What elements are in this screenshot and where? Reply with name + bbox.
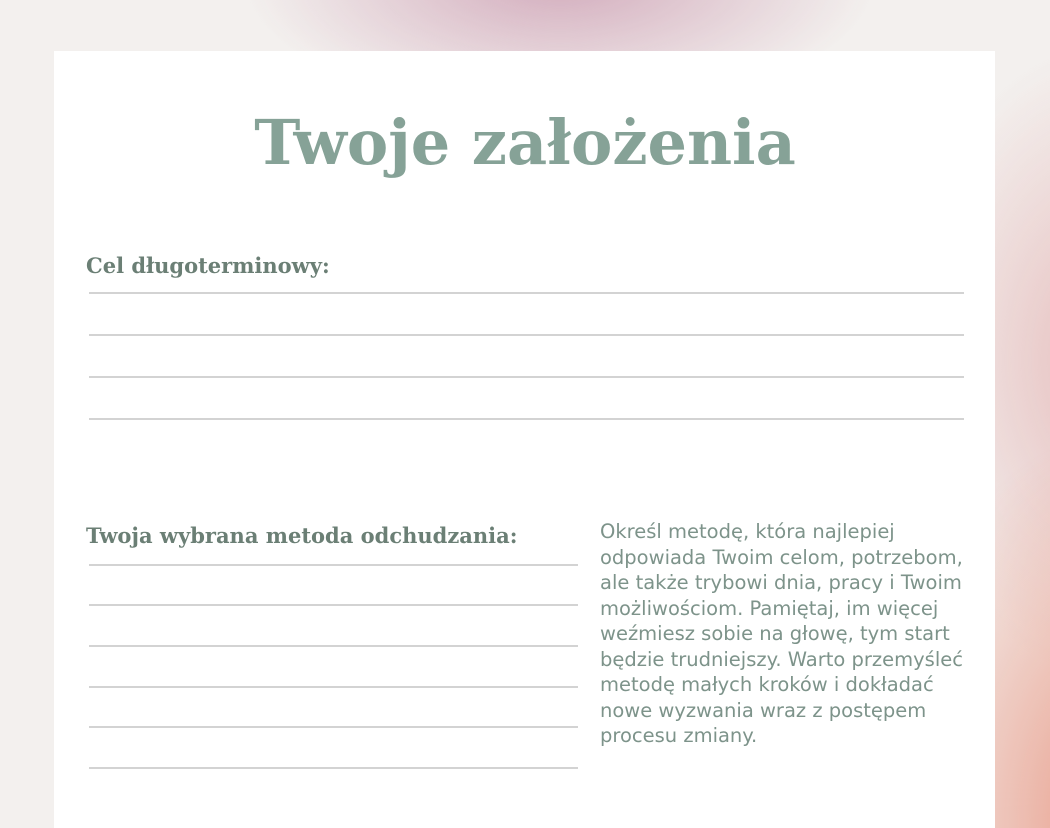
method-write-line — [89, 645, 578, 647]
goal-write-line — [89, 418, 964, 420]
method-write-line — [89, 767, 578, 769]
method-write-line — [89, 604, 578, 606]
chosen-method-label: Twoja wybrana metoda odchudzania: — [86, 523, 518, 548]
method-guidance-note: Określ metodę, która najlepiej odpowiada Twoim celom, potrzebom, ale także trybowi dnia, pracy i Twoim możliwościom. Pamiętaj, im więcej weźmiesz sobie na głowę, tym start będzie trudniejszy. Warto przemyśleć metodę małych kroków i dokładać nowe wyzwania wraz z postępem procesu zmiany. — [600, 520, 963, 747]
method-write-line — [89, 726, 578, 728]
goal-write-line — [89, 292, 964, 294]
goal-write-line — [89, 334, 964, 336]
goal-write-line — [89, 376, 964, 378]
page-title: Twoje założenia — [254, 106, 796, 179]
method-write-line — [89, 686, 578, 688]
long-term-goal-label: Cel długoterminowy: — [86, 253, 330, 278]
method-write-line — [89, 564, 578, 566]
